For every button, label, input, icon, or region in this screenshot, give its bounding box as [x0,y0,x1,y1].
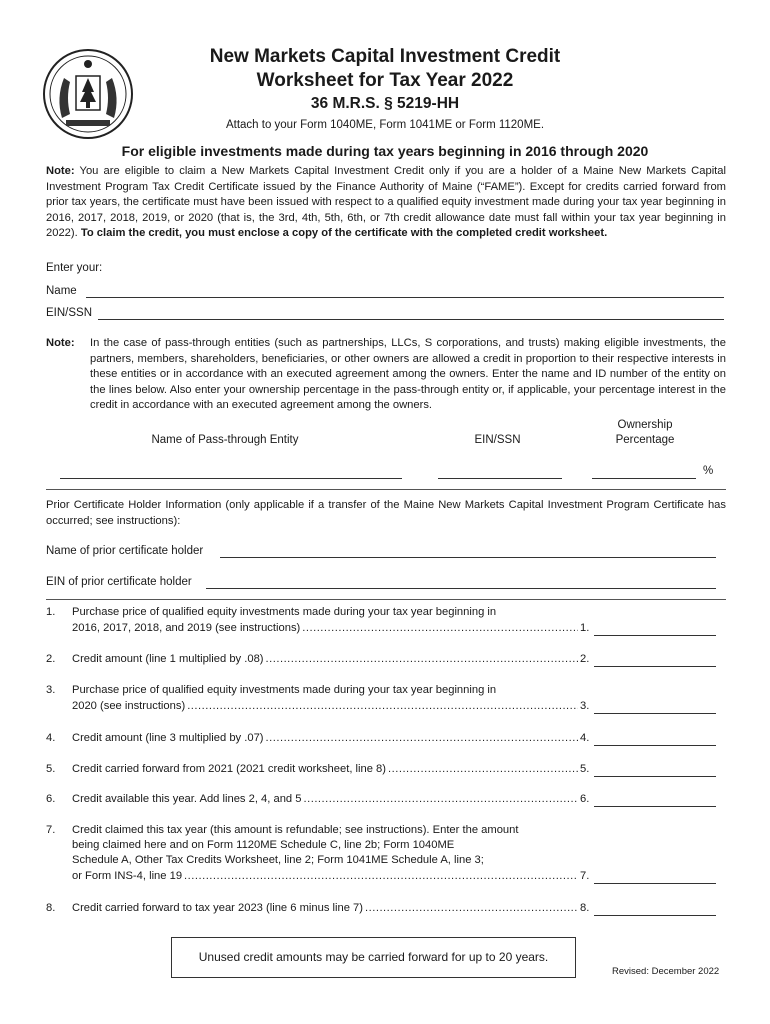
line-number: 6. [46,793,56,805]
worksheet-line-4 [0,731,770,749]
entity-ein-field[interactable] [438,478,562,479]
line-text: or Form INS-4, line 19 [72,870,183,882]
note-text: In the case of pass-through entities (such as partnerships, LLCs, S corporations, and trusts) making eligible investments, the partners, members, shareholders, beneficiaries, or other owners are allowed a credit in proportion to their respective interests in these entities or in accordance with an executed agreement among the owners. Enter the name and ID number of the entity on the lines below. Also enter your ownership percentage in the pass-through entity or, if applicable, your percentage interest in the credit in accordance with an executed agreement among the owners. [90,337,726,411]
worksheet-line-2 [0,652,770,670]
section-divider [46,489,726,490]
line-ref: 4. [580,732,590,744]
line-text-leader [72,621,578,637]
prior-holder-info: Prior Certificate Holder Information (only applicable if a transfer of the Maine New Markets Capital Investment Program Certificate has occurred; see instructions): [46,499,726,527]
worksheet-line-8 [0,901,770,919]
note-label: Note: [46,337,75,349]
prior-holder-ein-field[interactable] [206,588,716,589]
line-ref: 8. [580,902,590,914]
line-text: Schedule A, Other Tax Credits Worksheet, line 2; Form 1041ME Schedule A, line 3; [72,854,484,866]
line-ref: 2. [580,653,590,665]
entity-name-header: Name of Pass-through Entity [151,434,299,446]
line-6-amount-field[interactable] [594,794,716,807]
line-1-amount-field[interactable] [594,623,716,636]
line-ref: 6. [580,793,590,805]
worksheet-line-3 [0,683,770,715]
eligibility-note [46,164,726,242]
ein-label: EIN/SSN [46,307,93,319]
entity-ein-header: EIN/SSN [474,434,521,446]
entity-name-field[interactable] [60,478,402,479]
line-text-leader [72,652,578,668]
line-text-leader [72,762,578,778]
prior-holder-ein-label: EIN of prior certificate holder [46,576,192,588]
line-text-leader [72,869,578,885]
statute-reference: 36 M.R.S. § 5219-HH [310,95,460,112]
line-7-amount-field[interactable] [594,871,716,884]
worksheet-line-1 [0,605,770,637]
enter-your-label: Enter your: [46,262,103,274]
line-4-amount-field[interactable] [594,733,716,746]
ownership-header-line1: Ownership [617,419,673,431]
line-number: 2. [46,653,56,665]
line-text: being claimed here and on Form 1120ME Schedule C, line 2b; Form 1040ME [72,839,455,851]
note-label: Note: [46,165,75,177]
prior-holder-name-field[interactable] [220,557,716,558]
line-8-amount-field[interactable] [594,903,716,916]
line-ref: 1. [580,622,590,634]
ownership-header-line2: Percentage [615,434,675,446]
name-label: Name [46,285,77,297]
note-bold-text: To claim the credit, you must enclose a copy of the certificate with the completed credit worksheet. [80,227,608,239]
name-field[interactable] [86,297,724,298]
worksheet-line-7 [0,823,770,887]
worksheet-line-5 [0,762,770,780]
line-text: Purchase price of qualified equity investments made during your tax year beginning in [72,684,497,696]
worksheet-line-6 [0,792,770,810]
percent-sign: % [703,465,714,477]
pass-through-note [46,336,726,414]
line-number: 7. [46,824,56,836]
line-5-amount-field[interactable] [594,764,716,777]
eligibility-heading: For eligible investments made during tax years beginning in 2016 through 2020 [121,143,649,159]
form-title: New Markets Capital Investment Credit [209,46,561,67]
line-text: Purchase price of qualified equity investments made during your tax year beginning in [72,606,497,618]
form-subtitle: Worksheet for Tax Year 2022 [256,70,514,91]
line-ref: 3. [580,700,590,712]
line-text-leader [72,731,578,747]
line-text: Credit amount (line 3 multiplied by .07) [72,732,264,744]
line-text-leader [72,901,578,917]
line-text-leader [72,792,578,808]
line-number: 8. [46,902,56,914]
line-text-leader [72,699,578,715]
carryforward-notice: Unused credit amounts may be carried forward for up to 20 years. [171,937,576,978]
line-number: 4. [46,732,56,744]
section-divider [46,599,726,600]
line-text: Credit carried forward from 2021 (2021 credit worksheet, line 8) [72,763,387,775]
prior-holder-name-label: Name of prior certificate holder [46,545,204,557]
line-text: Credit carried forward to tax year 2023 (line 6 minus line 7) [72,902,364,914]
ein-field[interactable] [98,319,724,320]
line-number: 1. [46,606,56,618]
line-3-amount-field[interactable] [594,701,716,714]
line-ref: 7. [580,870,590,882]
ownership-percentage-field[interactable] [592,478,696,479]
line-text: 2020 (see instructions) [72,700,186,712]
note-text: You are eligible to claim a New Markets Capital Investment Credit only if you are a holder of a Maine New Markets Capital Investment Program Tax Credit Certificate issued by the Finance Authority of Maine (“FAME”). Except for credits carried forward from prior tax years, the certificate must have been issued with respect to a qualified equity investment made during your tax year beginning in 2016, 2017, 2018, 2019, or 2020 (that is, the 3rd, 4th, 5th, 6th, or 7th credit allowance date must fall within your tax year beginning in 2022). [46,165,726,239]
line-number: 3. [46,684,56,696]
attach-instruction: Attach to your Form 1040ME, Form 1041ME or Form 1120ME. [225,119,545,131]
line-text: 2016, 2017, 2018, and 2019 (see instructions) [72,622,301,634]
line-ref: 5. [580,763,590,775]
line-text: Credit claimed this tax year (this amount is refundable; see instructions). Enter the amount [72,824,519,836]
line-text: Credit available this year. Add lines 2, 4, and 5 [72,793,302,805]
line-text: Credit amount (line 1 multiplied by .08) [72,653,264,665]
line-2-amount-field[interactable] [594,654,716,667]
revision-date: Revised: December 2022 [612,966,720,977]
line-number: 5. [46,763,56,775]
